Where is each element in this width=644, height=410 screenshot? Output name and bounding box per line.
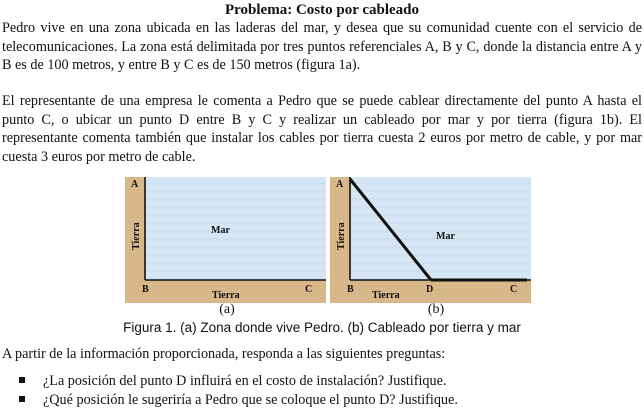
sea-label: Mar — [211, 225, 230, 236]
point-d-label: D — [426, 284, 434, 295]
figure-caption: Figura 1. (a) Zona donde vive Pedro. (b) Cableado por tierra y mar — [123, 320, 521, 335]
question-text: ¿Qué posición le sugeriría a Pedro que se coloque el punto D? Justifique. — [43, 392, 458, 408]
question-item — [19, 391, 458, 409]
figure-b — [330, 177, 531, 303]
questions-intro: A partir de la información proporcionada, responda a las siguientes preguntas: — [2, 346, 446, 362]
land-vertical-label: Tierra — [131, 222, 142, 250]
paragraph-context: Pedro vive en una zona ubicada en las laderas del mar, y desea que su comunidad cuente con el servicio de telecomunicaciones. La zona está delimitada por tres puntos referenciales A, B y C, donde la distancia entre A y B es de 100 metros, y entre B y C es de 150 metros (figura 1a). — [2, 20, 642, 73]
land-horizontal-label: Tierra — [212, 290, 240, 301]
point-c-label: C — [305, 284, 313, 295]
point-a-label: A — [336, 179, 344, 190]
question-item — [19, 372, 446, 390]
point-b-label: B — [347, 284, 354, 295]
paragraph-offer: El representante de una empresa le comenta a Pedro que se puede cablear directamente del punto A hasta el punto C, o ubicar un punto D entre B y C y realizar un cableado por mar y por tierra (figura 1b). El representante comenta también que instalar los cables por tierra cuesta 2 euros por metro de cable, y por mar cuesta 3 euros por metro de cable. — [2, 93, 642, 165]
figure-a — [125, 177, 326, 303]
sea-area — [145, 177, 326, 280]
point-b-label: B — [142, 284, 149, 295]
point-a-label: A — [131, 179, 139, 190]
figure-b-sublabel: (b) — [427, 302, 445, 317]
bullet-icon — [19, 377, 25, 383]
bullet-icon — [19, 396, 25, 402]
land-vertical-label: Tierra — [336, 222, 347, 250]
land-horizontal-label: Tierra — [372, 290, 400, 301]
question-text: ¿La posición del punto D influirá en el costo de instalación? Justifique. — [43, 373, 447, 389]
point-c-label: C — [510, 284, 518, 295]
sea-label: Mar — [436, 231, 455, 242]
figure-a-sublabel: (a) — [219, 302, 235, 317]
problem-title: Problema: Costo por cableado — [224, 2, 420, 18]
